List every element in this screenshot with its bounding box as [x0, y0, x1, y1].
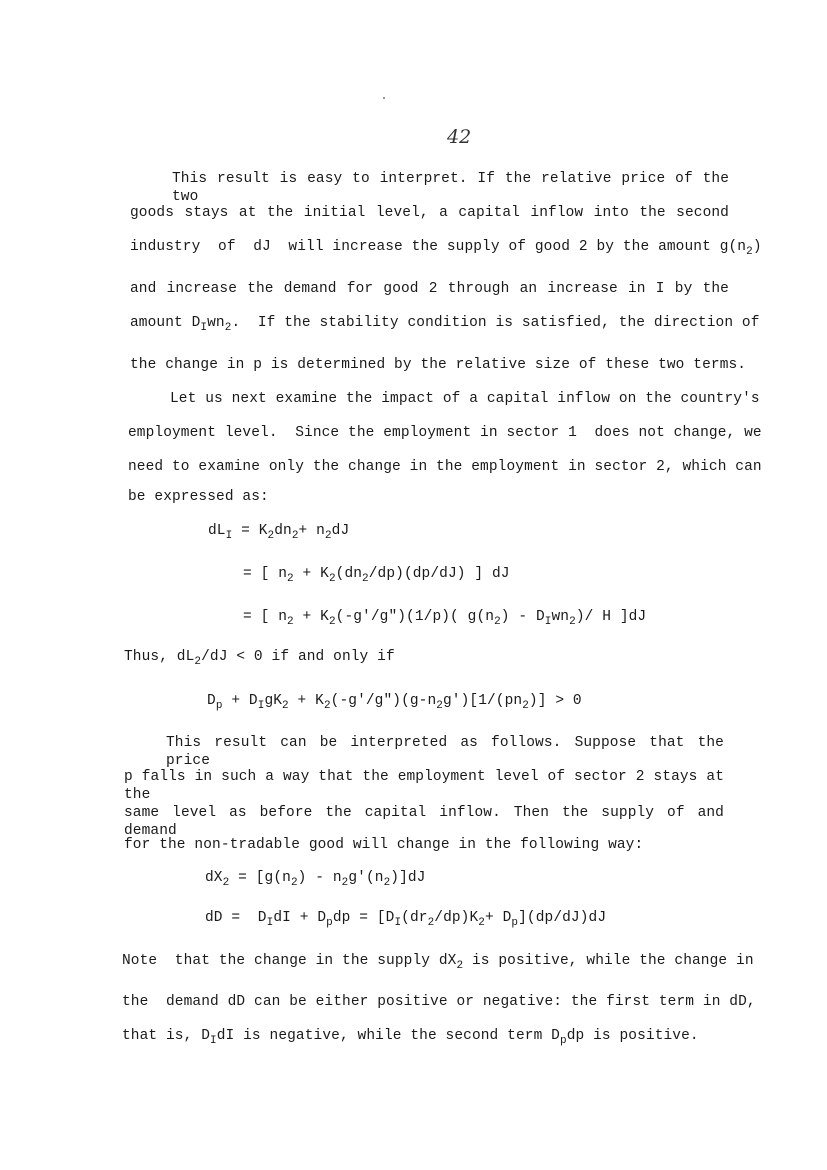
para2-line1: Let us next examine the impact of a capital inflow on the country's — [170, 391, 760, 407]
para1-line3: industry of dJ will increase the supply of good 2 by the amount $g(n_2)$ — [130, 239, 762, 258]
equation-5: dD = $D_IdI + D_pdp = [D_I(dr_2/dp)K_2+ D_p](dp/dJ)dJ$ — [205, 910, 607, 929]
stability-condition: $D_p + D_IgK_2$ + $K_2(-g'/g")(g-n_2g')[1/(pn_2)] > 0$ — [207, 693, 582, 712]
para4-line2: the demand dD can be either positive or negative: the first term in dD, — [122, 994, 756, 1010]
page-number: 42 — [447, 126, 472, 148]
para3-line2: p falls in such a way that the employment level of sector 2 stays at the — [124, 769, 724, 803]
para2-line3: need to examine only the change in the employment in sector 2, which can — [128, 459, 762, 475]
para4-line1: Note that the change in the supply $dX_2$ is positive, while the change in — [122, 953, 754, 972]
para1-line5: amount $D_Iwn_2$. If the stability condition is satisfied, the direction of — [130, 315, 760, 334]
equation-3: = [ $n_2$ + $K_2(-g'/g")(1/p)$( $g(n_2) - D_Iwn_2)/$ H ]dJ — [243, 609, 647, 628]
para3-line3: same level as before the capital inflow. Then the supply of and demand — [124, 805, 724, 839]
para2-line2: employment level. Since the employment in sector 1 does not change, we — [128, 425, 762, 441]
equation-2: = [ $n_2 + K_2(dn_2/dp)(dp/dJ)$ ] dJ — [243, 566, 510, 585]
para2-line4: be expressed as: — [128, 489, 269, 505]
scan-speck — [383, 97, 385, 99]
equation-4: $dX_2 = [g(n_2) - n_2g'(n_2)]dJ$ — [205, 870, 426, 889]
equation-1: $dL_I = K_2dn_2+ n_2dJ$ — [208, 523, 350, 542]
para3-line4: for the non-tradable good will change in the following way: — [124, 837, 644, 853]
para1-line4: and increase the demand for good 2 through an increase in I by the — [130, 281, 729, 297]
para1-line1: This result is easy to interpret. If the relative price of the two — [172, 171, 729, 205]
para4-line3: that is, $D_IdI$ is negative, while the second term $D_pdp$ is positive. — [122, 1028, 699, 1047]
para1-line6: the change in p is determined by the relative size of these two terms. — [130, 357, 747, 373]
para3-line1: This result can be interpreted as follows. Suppose that the price — [166, 735, 724, 769]
thus-line: Thus, $dL_2/dJ < 0$ if and only if — [124, 649, 395, 668]
para1-line2: goods stays at the initial level, a capital inflow into the second — [130, 205, 729, 221]
